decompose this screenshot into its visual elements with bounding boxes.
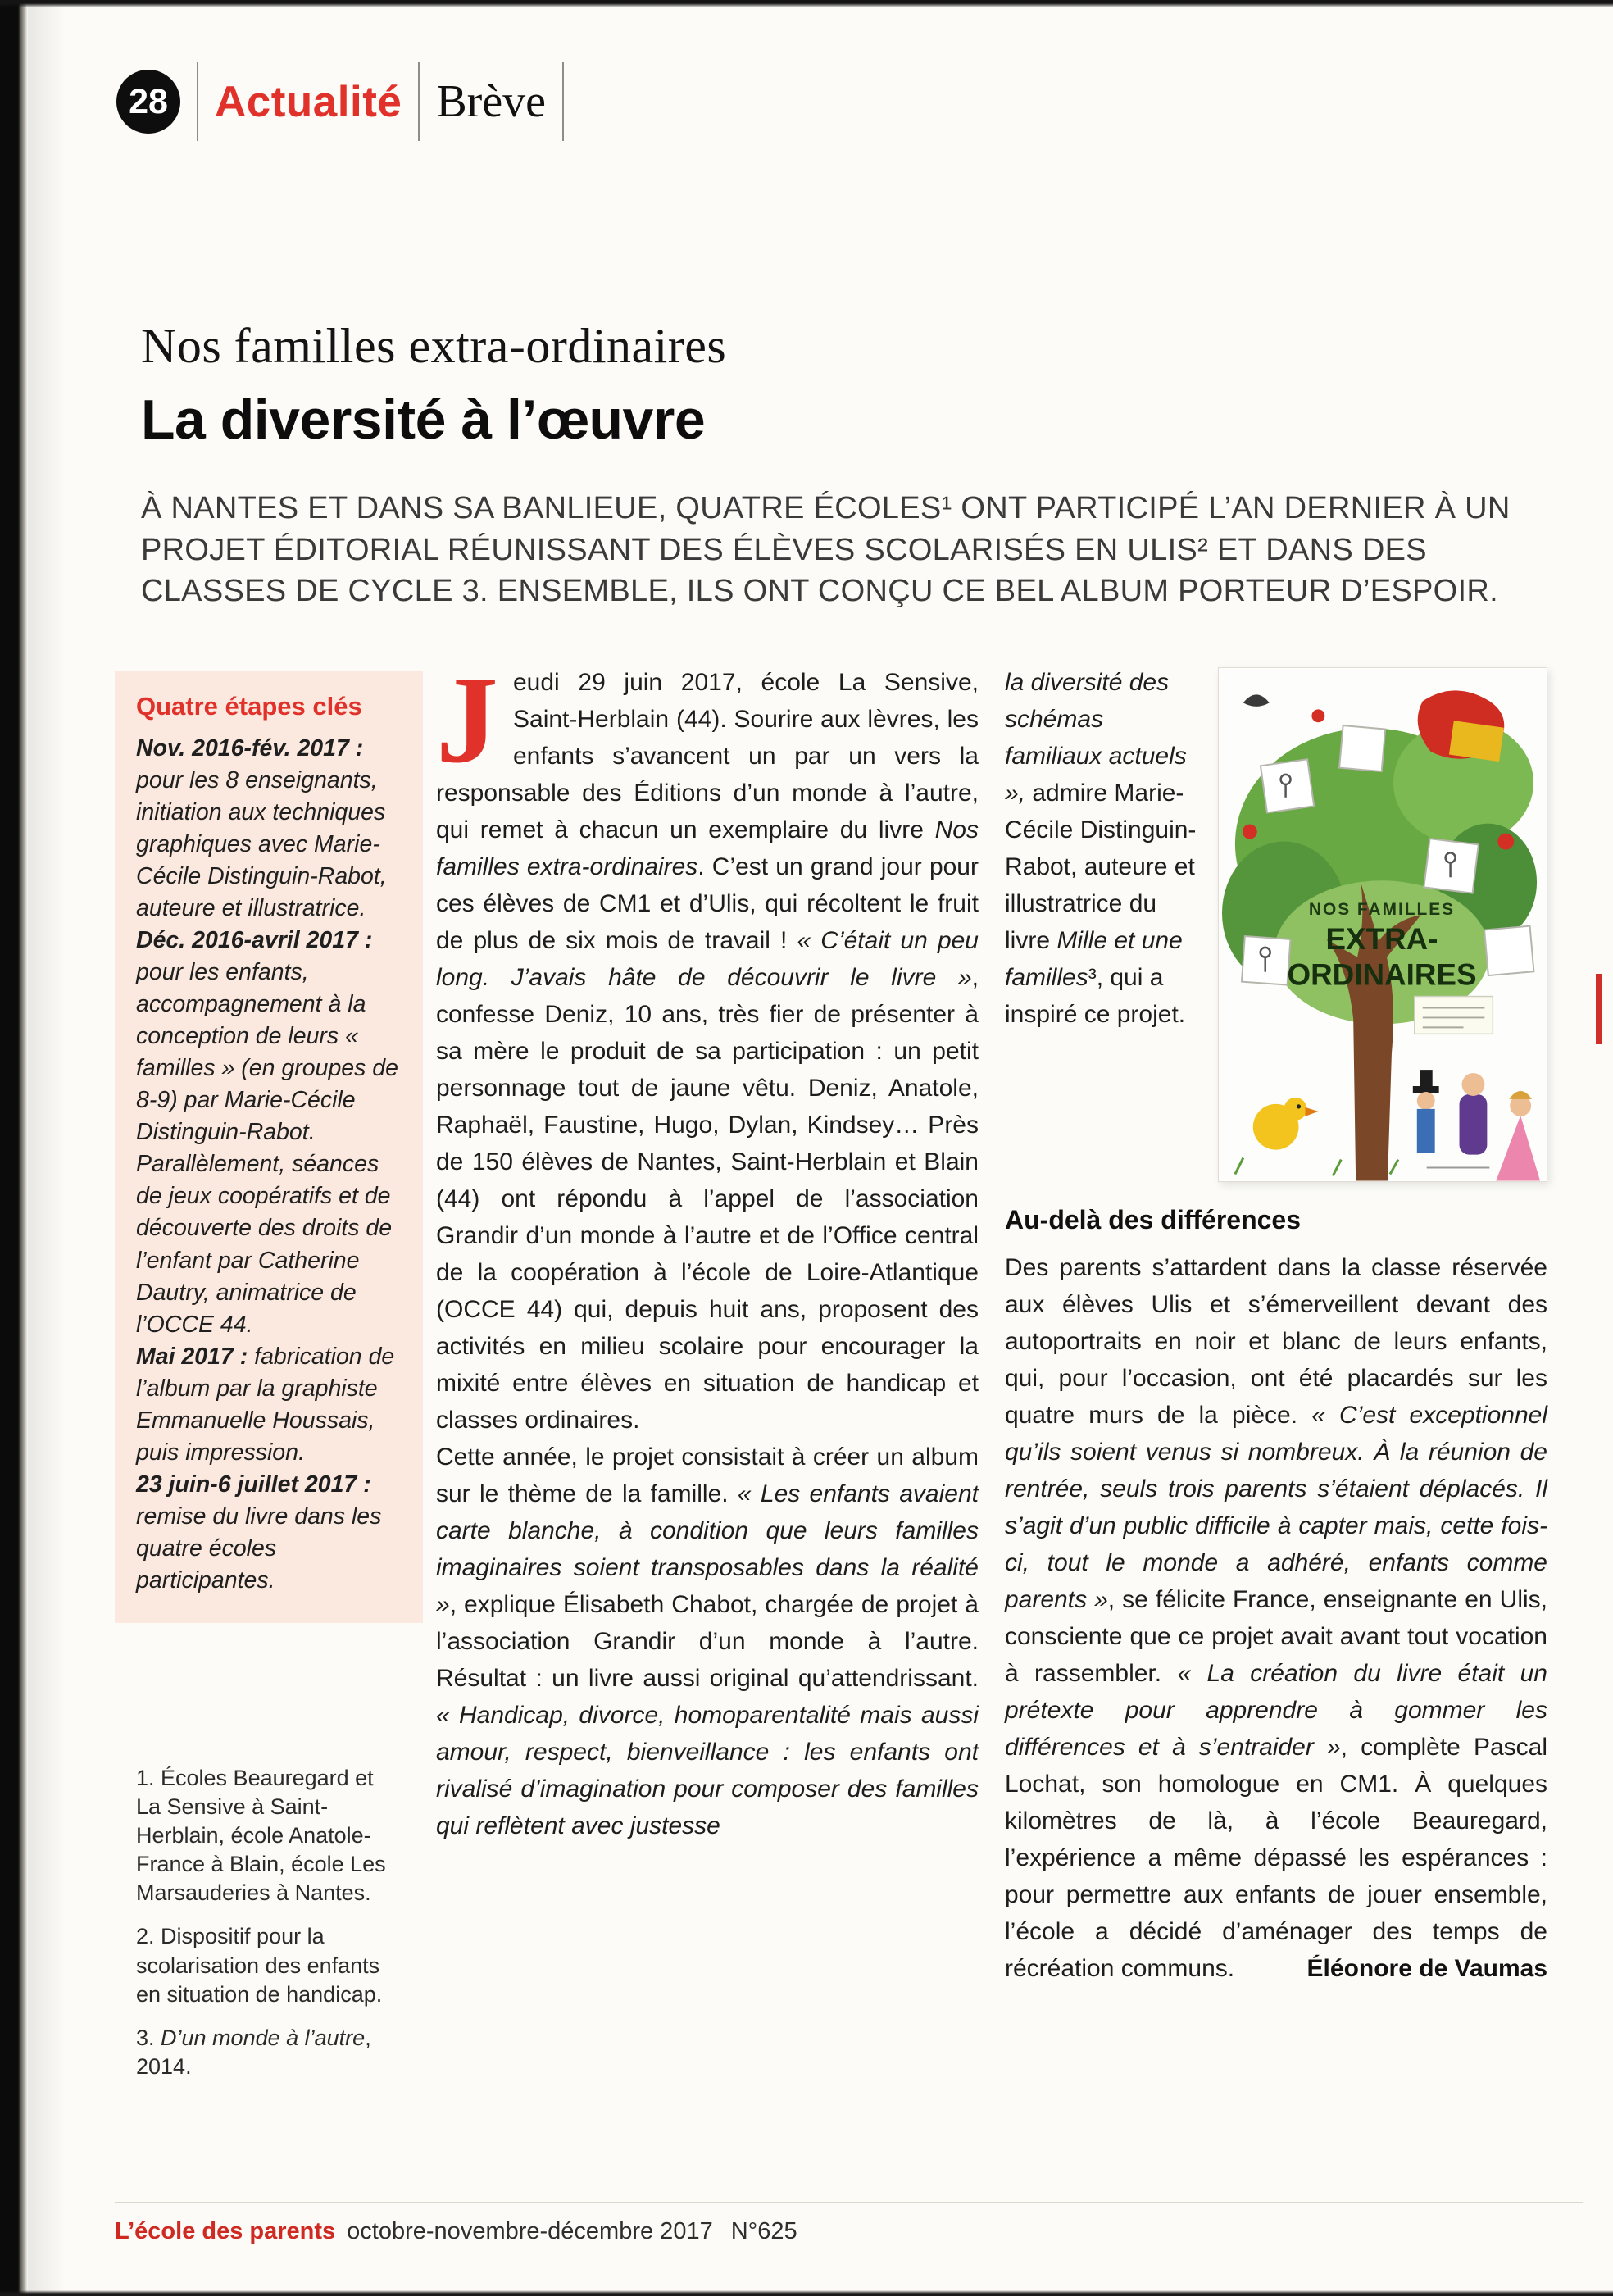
paragraph-text: eudi 29 juin 2017, école La Sensive, Saint-Herblain (44). Sourire aux lèvres, les enfants s’avancent un par un vers la responsable des Éditions d’un monde à l’autre, qui remet à chacun un exemplaire du livre Nos familles extra-ordinaires. C’est un grand jour pour ces élèves de CM1 et d’Ulis, qui récoltent le fruit de plus de six mois de travail ! « C’était un peu long. J’avais hâte de découvrir le livre », confesse Deniz, 10 ans, très fier de présenter à sa mère le produit de sa participation : un petit personnage tout de jaune vêtu. Deniz, Anatole, Raphaël, Faustine, Hugo, Dylan, Kindsey… Près de 150 élèves de Nantes, Saint-Herblain et Blain (44) ont répondu à l’appel de l’association Grandir d’un monde à l’autre et de l’Office central de la coopération à l’école de Loire-Atlantique (OCCE 44) qui, depuis huit ans, proposent des activités en milieu scolaire pour encourager la mixité entre élèves en situation de handicap et classes ordinaires.	[436, 669, 979, 1434]
page-number: 28	[129, 81, 168, 121]
page-number-badge	[116, 70, 180, 134]
article-paragraph: la diversité des schémas familiaux actuels », admire Marie-Cécile Distinguin-Rabot, auteure et illustratrice du livre Mille et une familles³, qui a inspiré ce projet.	[1005, 669, 1197, 1028]
footnote-3: 3. D’un monde à l’autre, 2014.	[136, 2025, 371, 2079]
issue-date: octobre-novembre-décembre 2017	[347, 2218, 713, 2244]
sidebar-step: 23 juin-6 juillet 2017 : remise du livre dans les quatre écoles participantes.	[136, 1471, 382, 1594]
kicker: Nos familles extra-ordinaires	[141, 319, 727, 373]
footnotes	[136, 1764, 397, 2096]
footer-rule	[115, 2202, 1583, 2203]
sidebar-key-steps	[115, 671, 423, 1623]
book-cover-image	[1218, 667, 1547, 1182]
masthead-divider	[562, 62, 564, 141]
article-column-right	[1005, 664, 1547, 1987]
section-heading: Au-delà des différences	[1005, 1205, 1301, 1234]
section-label: Actualité	[215, 77, 402, 126]
book-cover-art	[1219, 668, 1547, 1181]
scan-shadow	[28, 0, 66, 2296]
svg-text:ORDINAIRES: ORDINAIRES	[1287, 957, 1477, 992]
scan-edge-bottom	[0, 2290, 1613, 2296]
issue-number: N°625	[730, 2218, 797, 2244]
masthead	[116, 62, 580, 141]
sidebar-step: Nov. 2016-fév. 2017 : pour les 8 enseignants, initiation aux techniques graphiques avec Marie-Cécile Distinguin-Rabot, auteure et illustratrice.	[136, 735, 387, 922]
sidebar-title: Quatre étapes clés	[136, 692, 362, 721]
footnote-1: 1. Écoles Beauregard et La Sensive à Saint-Herblain, école Anatole-France à Blain, école Les Marsauderies à Nantes.	[136, 1766, 386, 1906]
footnote-2: 2. Dispositif pour la scolarisation des enfants en situation de handicap.	[136, 1924, 383, 2007]
masthead-divider	[418, 62, 420, 141]
page-footer	[115, 2218, 797, 2245]
headline-block	[141, 318, 1546, 612]
scan-edge-top	[0, 0, 1613, 7]
rubric-label: Brève	[436, 76, 547, 127]
standfirst: À NANTES ET DANS SA BANLIEUE, QUATRE ÉCOLES¹ ONT PARTICIPÉ L’AN DERNIER À UN PROJET ÉDITORIAL RÉUNISSANT DES ÉLÈVES SCOLARISÉS EN ULIS² ET DANS DES CLASSES DE CYCLE 3. ENSEMBLE, ILS ONT CONÇU CE BEL ALBUM PORTEUR D’ESPOIR.	[141, 491, 1511, 609]
svg-text:NOS FAMILLES: NOS FAMILLES	[1308, 900, 1456, 920]
paragraph-text: Des parents s’attardent dans la classe réservée aux élèves Ulis et s’émerveillent devant des autoportraits en noir et blanc de leurs enfants, qui, pour l’occasion, ont été placardés sur les quatre murs de la pièce. « C’est exceptionnel qu’ils soient venus si nombreux. À la réunion de rentrée, seuls trois parents s’étaient déplacés. Il s’agit d’un public difficile à capter mais, cette fois-ci, tout le monde a adhéré, enfants comme parents », se félicite France, enseignante en Ulis, consciente que ce projet avait avant tout vocation à rassembler. « La création du livre était un prétexte pour apprendre à gommer les différences et à s’entraider », complète Pascal Lochat, son homologue en CM1. À quelques kilomètres de là, à l’école Beauregard, l’expérience a même dépassé les espérances : pour permettre aux enfants de jouer ensemble, l’école a décidé d’aménager des temps de récréation communs.	[1005, 1254, 1548, 1982]
page-edge-red-mark	[1596, 974, 1602, 1044]
masthead-divider	[197, 62, 198, 141]
article-paragraph	[1005, 1249, 1547, 1987]
article-paragraph	[436, 651, 979, 1439]
dropcap: J	[436, 651, 498, 789]
article-paragraph: Cette année, le projet consistait à créer un album sur le thème de la famille. « Les enfants avaient carte blanche, à condition que leurs familles imaginaires soient transposables dans la réalité », explique Élisabeth Chabot, chargée de projet à l’association Grandir d’un monde à l’autre. Résultat : un livre aussi original qu’attendrissant. « Handicap, divorce, homoparentalité mais aussi amour, respect, bienveillance : les enfants ont rivalisé d’imagination pour composer des familles qui reflètent avec justesse	[436, 1444, 979, 1839]
magazine-name: L’école des parents	[115, 2218, 336, 2244]
sidebar-step: Déc. 2016-avril 2017 : pour les enfants, accompagnement à la conception de leurs « familles » (en groupes de 8-9) par Marie-Cécile Distinguin-Rabot. Parallèlement, séances de jeux coopératifs et de découverte des droits de l’enfant par Catherine Dautry, animatrice de l’OCCE 44.	[136, 927, 399, 1338]
article-column-left	[436, 651, 979, 1844]
svg-text:EXTRA-: EXTRA-	[1325, 921, 1438, 956]
byline: Éléonore de Vaumas	[1306, 1955, 1547, 1982]
sidebar-step: Mai 2017 : fabrication de l’album par la graphiste Emmanuelle Houssais, puis impression.	[136, 1343, 395, 1466]
scan-edge-left	[0, 0, 28, 2296]
page-title: La diversité à l’œuvre	[141, 389, 706, 451]
